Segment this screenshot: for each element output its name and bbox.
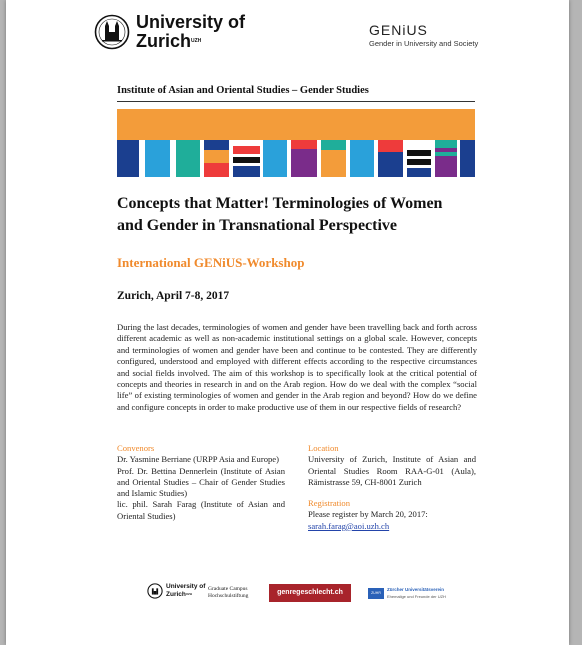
registration-email-link[interactable]: sarah.farag@aoi.uzh.ch bbox=[308, 520, 390, 531]
location-heading: Location bbox=[308, 443, 339, 453]
main-title-line2: and Gender in Transnational Perspective bbox=[117, 217, 398, 234]
convenor-item: Prof. Dr. Bettina Dennerlein (Institute of Asian and Oriental Studies – Chair of Gender Studies and Islamic Studies) bbox=[117, 465, 285, 499]
footer-uzh-sup: UZH bbox=[185, 591, 193, 596]
uzh-seal-icon bbox=[94, 14, 130, 50]
convenor-item: Dr. Yasmine Berriane (URPP Asia and Europe) bbox=[117, 454, 279, 465]
footer-graduate-campus bbox=[208, 586, 248, 599]
uzh-line1: University of bbox=[136, 12, 246, 32]
footer-uzh-seal-icon bbox=[147, 583, 163, 599]
abstract-text: During the last decades, terminologies of women and gender have been travelling back and forth across different academic as well as non-academic institutional settings on a global scale. However, concepts and terminologies of women and gender have been and continue to be contested. They are differently configured, understood and employed with different effects according to the respective circumstances and social fields involved. The aim of this workshop is to specifically look at the critical potential of concepts and theories in research in and on the Arab region. How do we deal with the complex “social life” of existing terminologies of women and gender in the Arab region and beyond? How do we define and configure concepts in order to make productive use of them in our respective fields of research? bbox=[117, 322, 477, 412]
footer-zuhr-box: ZUHR bbox=[368, 588, 384, 599]
footer-gender-logo: genregeschlecht.ch bbox=[269, 584, 351, 602]
uzh-sup: UZH bbox=[191, 38, 202, 44]
date-location: Zurich, April 7-8, 2017 bbox=[117, 290, 230, 302]
institute-heading: Institute of Asian and Oriental Studies – Gender Studies bbox=[117, 85, 369, 96]
location-section bbox=[308, 443, 476, 532]
footer-graduate-line1: Graduate Campus bbox=[208, 586, 248, 592]
registration-heading: Registration bbox=[308, 498, 351, 509]
flyer-page bbox=[6, 0, 569, 645]
main-title bbox=[117, 193, 487, 237]
main-title-line1: Concepts that Matter! Terminologies of Women bbox=[117, 195, 443, 212]
convenors-section bbox=[117, 443, 285, 522]
convenors-heading: Convenors bbox=[117, 443, 155, 453]
genius-title: GENiUS bbox=[369, 22, 428, 38]
footer-uzh-line2: Zurich bbox=[166, 590, 186, 598]
footer-graduate-line2: Hochschulstiftung bbox=[208, 592, 249, 599]
institute-divider bbox=[117, 101, 475, 102]
footer-uzh-line1: University of bbox=[166, 583, 206, 590]
uzh-line2: Zurich bbox=[136, 31, 192, 51]
registration-text: Please register by March 20, 2017: bbox=[308, 509, 428, 520]
workshop-subtitle: International GENiUS-Workshop bbox=[117, 255, 305, 270]
footer-zuhr-line2: Ehemalige und Freunde der UZH bbox=[387, 594, 446, 599]
uzh-wordmark bbox=[136, 13, 245, 51]
footer-uzh-wordmark bbox=[166, 583, 205, 598]
color-banner bbox=[117, 109, 475, 177]
footer-zuhr-line1: Zürcher Universitätsverein bbox=[387, 587, 445, 592]
convenor-item: lic. phil. Sarah Farag (Institute of Asian and Oriental Studies) bbox=[117, 499, 285, 521]
location-text: University of Zurich, Institute of Asian and Oriental Studies Room RAA-G-01 (Aula), Rämistrasse 59, CH-8001 Zurich bbox=[308, 454, 476, 487]
genius-subtitle: Gender in University and Society bbox=[369, 39, 479, 48]
